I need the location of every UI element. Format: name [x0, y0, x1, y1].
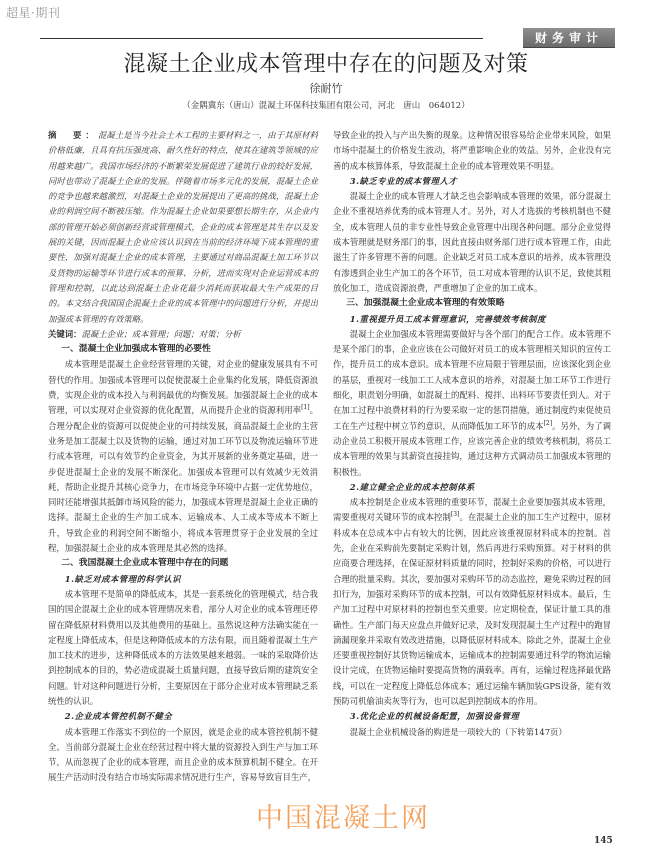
subsection-heading: 3.缺乏专业的成本管理人才	[349, 175, 458, 186]
author-affiliation: （金隅冀东（唐山）混凝土环保科技集团有限公司，河北 唐山 064012）	[182, 101, 470, 111]
paragraph: 成本控制是企业成本管理的重要环节，混凝土企业要加强其成本管理，需要重视对关键环节的成本控制[3]。在混凝土企业的加工生产过程中，原材料成本在总成本中占有较大的比例，因此应该重视原材料成本的控制。首先，企业在采购前先要制定采购计划，然后再进行采购预算。对于材料的供应商要合理选择，在保证原材料质量的同时，控制好采购的价格，可以进行合理的批量采购。其次，要加强对采购环节的动态监控，避免采购过程的回扣行为，加强对采购环节的成本控制，可以有效降低原材料成本。最后，生产加工过程中对原材料的控制也至关重要。应定期检查，保证计量工具的准确性。生产部门每天应盘点并做好记录，及时发现混凝土生产过程中的跑冒滴漏现象并采取有效改进措施，以降低原材料成本。除此之外，混凝土企业还要重视控制好其货物运输成本，运输成本的控制需要通过科学的物流运输设计完成，在货物运输时要提高货物的满载率。再有，运输过程选择最优路线，可以在一定程度上降低总体成本；通过运输车辆加装GPS设备，能有效预防司机偷油卖灰等行为，也可以起到控制成本的作用。	[333, 497, 611, 706]
keywords	[48, 327, 318, 342]
article-title: 混凝土企业成本管理中存在的问题及对策	[123, 52, 529, 77]
paragraph: 混凝土企业的成本管理人才缺乏也会影响成本管理的效果，部分混凝土企业不重视培养优秀的成本管理人才。另外，对人才选拔的考核机制也不健全，成本管理人员的非专业性导致企业管理中出现各种问题。部分企业觉得成本管理就是财务部门的事，因此直接由财务部门进行成本管理工作，由此滋生了许多管理不善的问题。企业缺乏对员工成本意识的培养，成本管理没有渗透到企业生产加工的各个环节，员工对成本管理的认识不足，致使其粗放化加工，造成资源浪费，严重增加了企业的加工成本。	[333, 191, 611, 293]
abstract	[48, 128, 318, 327]
subsection-heading: 2.建立健全企业的成本控制体系	[349, 481, 475, 492]
subsection-heading: 1.重视提升员工成本管理意识，完善绩效考核制度	[349, 313, 546, 324]
subsection-heading: 2.企业成本管控机制不健全	[64, 711, 173, 722]
paragraph-text: 。合理分配企业的资源可以促使企业的可持续发展，商品混凝土企业的主营业务是加工混凝土以及货物的运输，通过对加工环节以及物流运输环节进行成本管理，可以有效节约企业资金，为其开展新的业务奠定基础，进一步促进混凝土企业的发展不断深化。加强成本管理可以有效减少无效消耗，帮助企业提升其核心竞争力，在市场竞争环境中占据一定优势地位，同时还能增强其抵御市场风险的能力，加强成本管理是混凝土企业正确的选择。混凝土企业的生产加工成本、运输成本、人工成本等成本不断上升，导致企业的利润空间不断缩小，将成本管理贯穿于企业发展的全过程，加强混凝土企业的成本管理是其必然的选择。	[48, 405, 318, 554]
subsection-heading: 1.缺乏对成本管理的科学认识	[64, 573, 182, 584]
paragraph: 成本管理工作落实不到位的一个原因，就是企业的成本管控机制不健全。当前部分混凝土企业在经营过程中将大量的资源投入到生产与加工环节，从而忽视了企业的成本管理，而且企业的成本预算机制不健全。在开展生产活动时没有结合市场实际需求情况进行生产，容易导致盲目生产，	[48, 726, 318, 783]
article-author: 徐耐竹	[309, 82, 343, 95]
page-number: 145	[594, 836, 613, 846]
publisher-watermark: 超星·期刊	[6, 6, 61, 20]
site-watermark: 中国混凝土网	[256, 803, 430, 834]
keywords-text: 混凝土企业；成本管理；问题；对策；分析	[81, 328, 241, 339]
section-badge: 财务审计	[523, 28, 615, 48]
citation: [1]	[301, 404, 310, 412]
right-column	[333, 128, 611, 740]
header-rule	[40, 38, 483, 39]
paragraph: 混凝土企业机械设备的购进是一项较大的（下转第147页）	[349, 726, 567, 737]
abstract-label: 摘 要：	[48, 130, 98, 140]
paragraph-text: 成本管理是混凝土企业经营管理的关键，对企业的健康发展具有不可替代的作用。加强成本管理可以促使混凝土企业集约化发展，降低资源浪费，实现企业的成本投入与利润最优的均衡发展。加强混凝土企业的成本管理，可以实现对企业资源的优化配置，从而提升企业的资源利用率	[48, 359, 318, 416]
left-column	[48, 128, 318, 786]
paragraph: 混凝土企业加强成本管理需要做好与各个部门的配合工作。成本管理不是某个部门的事，企业应该在公司做好对员工的成本管理相关知识的宣传工作，提升员工的成本意识。成本管理不应局限于管理层面，应该深化到企业的基层，重视对一线加工工人成本意识的培养，对混凝土加工环节工作进行细化，职责划分明确，如混凝土的配料、搅拌、出料环节要责任到人。对于在加工过程中浪费材料的行为要采取一定的惩罚措施，通过制度约束促使员工在生产过程中树立节约意识，从而降低加工环节的成本[2]。另外，为了调动企业员工积极开展成本管理工作，应该完善企业的绩效考核机制，将员工成本管理的效果与其薪资直接挂钩，通过这种方式调动员工加强成本管理的积极性。	[333, 328, 611, 477]
abstract-text: 混凝土是当今社会土木工程的主要材料之一，由于其原材料价格低廉，且具有抗压强度高、耐久性好的特点，使其在建筑等领域的应用越来越广。我国市场经济的不断繁荣发展促进了建筑行业的较好发展，同时也带动了混凝土企业的发展。伴随着市场多元化的发展，混凝土企业的竞争也越来越激烈，对混凝土企业的发展提出了更高的挑战，混凝土企业的利润空间不断被压缩。作为混凝土企业如果要想长期生存，从企业内部的管理开始必须创新经营或管理模式，企业的成本管理是其生存以及发展的关键，因而混凝土企业应该认识到在当前的经济环境下成本管理的重要性，加强对混凝土企业的成本管理，主要通过对商品混凝土加工环节以及货物的运输等环节进行成本的预算、分析，进而实现对企业运营成本的管理和控制，以此达到混凝土企业花最少消耗而获取最大生产成果的目的。本文结合我国国企混凝土企业的成本管理中的问题进行分析，并提出加强成本管理的有效策略。	[48, 130, 319, 324]
section-heading-1: 一、混凝土企业加强成本管理的必要性	[61, 344, 211, 355]
keywords-label: 关键词：	[48, 328, 82, 339]
section-heading-2: 二、我国混凝土企业成本管理中存在的问题	[61, 558, 229, 569]
citation: [3]	[450, 511, 460, 519]
citation: [2]	[543, 419, 553, 427]
section-heading-3: 三、加强混凝土企业成本管理的有效策略	[346, 298, 505, 309]
paragraph	[48, 357, 318, 556]
subsection-heading: 3.优化企业的机械设备配置，加强设备管理	[349, 711, 520, 722]
paragraph: 成本管理不是简单的降低成本，其是一套系统化的管理模式，结合我国的国企混凝土企业的成本管理情况来看，部分人对企业的成本管理还停留在降低原材料费用以及其他费用的基础上。虽然说这种方法确实能在一定程度上降低成本，但是这种降低成本的方法有限，而且随着混凝土生产加工技术的进步，这种降低成本的方法效果越来越弱。一味的采取降价达到控制成本的目的，势必造成混凝土质量问题，直接导致后期的建筑安全问题。针对这种问题进行分析，主要原因在于部分企业对成本管理缺乏系统性的认识。	[48, 588, 318, 706]
paragraph-continuation: 导致企业的投入与产出失衡的现象。这种情况很容易给企业带来风险，如果市场中混凝土的价格发生波动，将严重影响企业的效益。另外，企业没有完善的成本核算体系，导致混凝土企业的成本管理效果不明显。	[333, 130, 611, 171]
